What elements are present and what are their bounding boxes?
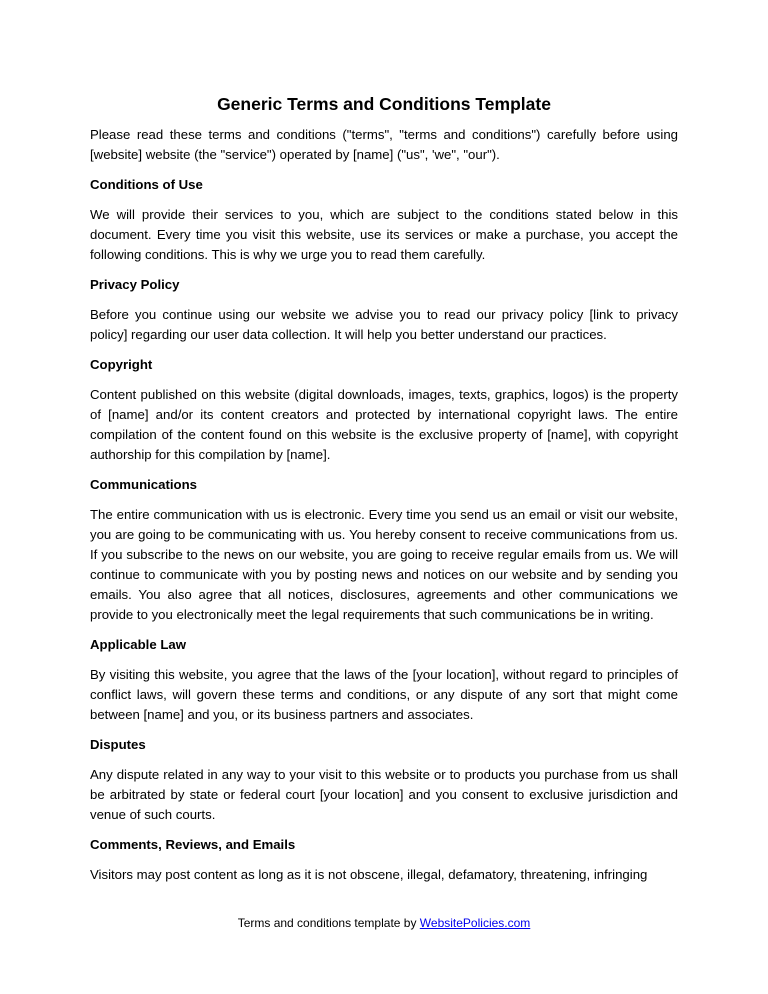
section-body-communications: The entire communication with us is electronic. Every time you send us an email or visit our website, you are going to be communicating with us. You hereby consent to receive communications from us. If you subscribe to the news on our website, you are going to receive regular emails from us. We will continue to communicate with you by posting news and notices on our website and by sending you emails. You also agree that all notices, disclosures, agreements and other communications we provide to you electronically meet the legal requirements that such communications be in writing. xyxy=(90,507,678,622)
section-body-privacy-policy: Before you continue using our website we advise you to read our privacy policy [link to privacy policy] regarding our user data collection. It will help you better understand our practices. xyxy=(90,307,678,342)
section-body-disputes: Any dispute related in any way to your visit to this website or to products you purchase from us shall be arbitrated by state or federal court [your location] and you consent to exclusive jurisdiction and venue of such courts. xyxy=(90,767,678,822)
section-heading-comments-reviews-emails: Comments, Reviews, and Emails xyxy=(90,837,296,852)
website-policies-link[interactable]: WebsitePolicies.com xyxy=(419,916,531,930)
document-page xyxy=(90,92,678,895)
section-heading-copyright: Copyright xyxy=(90,357,153,372)
section-heading-communications: Communications xyxy=(90,477,197,492)
footer-text: Terms and conditions template by xyxy=(237,916,420,930)
section-body-comments-reviews-emails: Visitors may post content as long as it is not obscene, illegal, defamatory, threatening, infringing xyxy=(90,867,648,882)
section-body-applicable-law: By visiting this website, you agree that the laws of the [your location], without regard to principles of conflict laws, will govern these terms and conditions, or any dispute of any sort that might come between [name] and you, or its business partners and associates. xyxy=(90,667,678,722)
page-footer xyxy=(0,914,768,932)
section-heading-disputes: Disputes xyxy=(90,737,146,752)
section-body-conditions-of-use: We will provide their services to you, which are subject to the conditions stated below in this document. Every time you visit this website, use its services or make a purchase, you accept the following conditions. This is why we urge you to read them carefully. xyxy=(90,207,678,262)
section-body-copyright: Content published on this website (digital downloads, images, texts, graphics, logos) is the property of [name] and/or its content creators and protected by international copyright laws. The entire compilation of the content found on this website is the exclusive property of [name], with copyright authorship for this compilation by [name]. xyxy=(90,387,678,462)
section-heading-applicable-law: Applicable Law xyxy=(90,637,186,652)
section-heading-conditions-of-use: Conditions of Use xyxy=(90,177,203,192)
section-heading-privacy-policy: Privacy Policy xyxy=(90,277,180,292)
document-title: Generic Terms and Conditions Template xyxy=(217,94,551,114)
intro-paragraph: Please read these terms and conditions ("terms", "terms and conditions") carefully before using [website] website (the "service") operated by [name] ("us", 'we", "our"). xyxy=(90,127,678,162)
